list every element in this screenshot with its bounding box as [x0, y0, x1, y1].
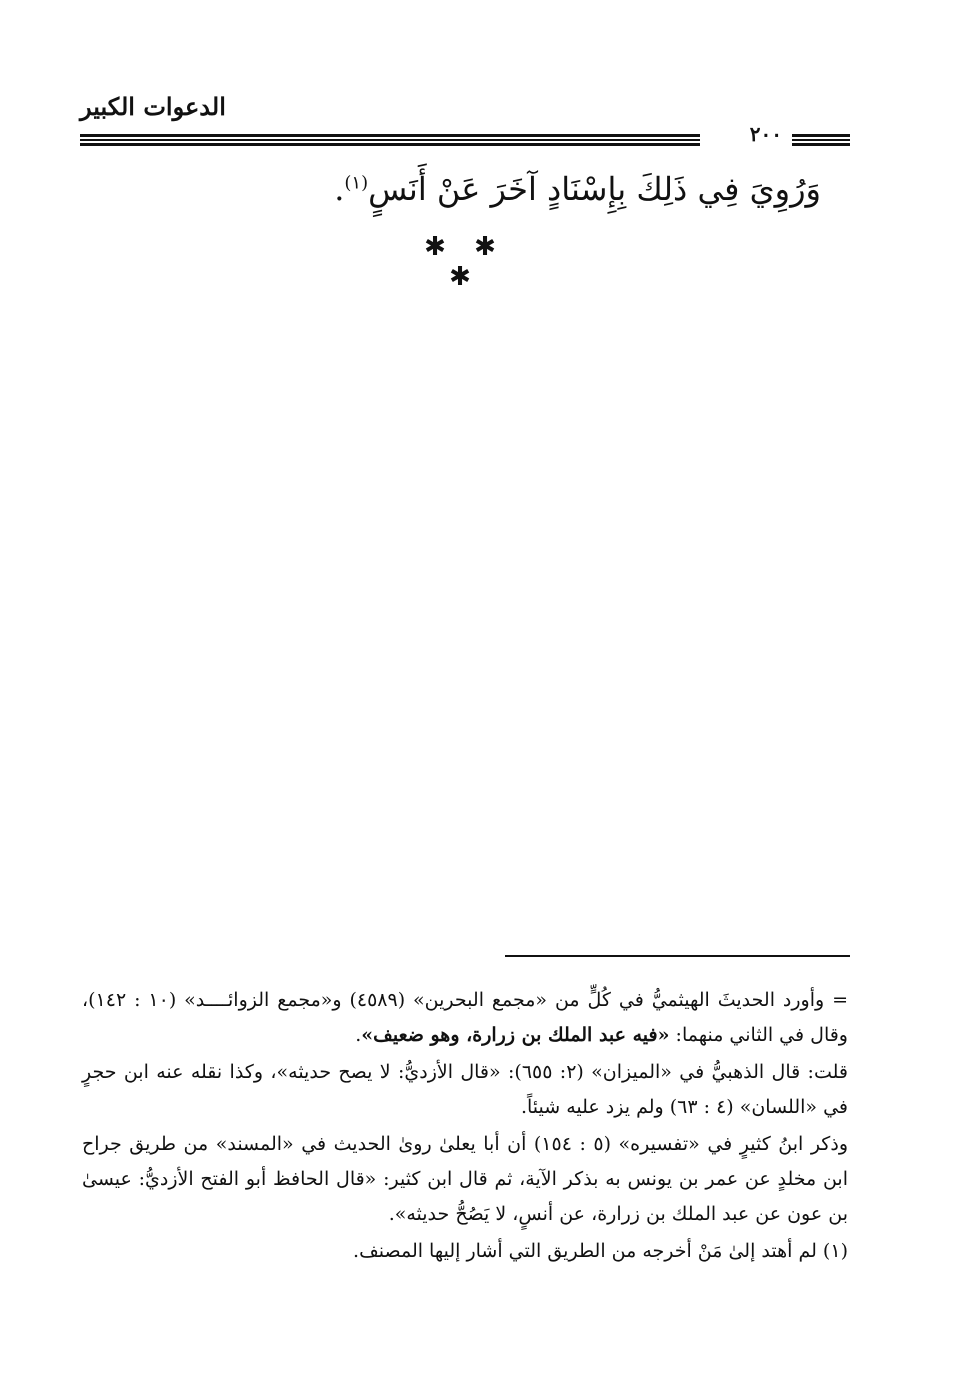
page-number: ٢٠٠	[749, 122, 782, 146]
footnote-quote-bold: «فيه عبد الملك بن زرارة، وهو ضعيف»	[361, 1024, 670, 1046]
main-text-body: وَرُوِيَ فِي ذَلِكَ بِإِسْنَادٍ آخَرَ عَنْ أَنَسٍ	[368, 170, 821, 208]
section-separator: ✱ ✱ ✱	[424, 232, 506, 292]
book-title: الدعوات الكبير	[80, 92, 226, 121]
footnote-1: (١) لم أهتد إلىٰ مَنْ أخرجه من الطريق التي أشار إليها المصنف.	[353, 1240, 848, 1262]
main-text	[334, 170, 821, 208]
footnote-text-end: .	[355, 1024, 362, 1046]
footnote-paragraph: وذكر ابنُ كثيرٍ في «تفسيره» (٥ : ١٥٤) أن أبا يعلىٰ روىٰ الحديث في «المسند» من طريق جراح ابن مخلدٍ عن عمر بن يونس به بذكر الآية، ثم قال ابن كثير: «قال الحافظ أبو الفتح الأزديُّ: عيسىٰ بن عون عن عبد الملك بن زرارة، عن أنسٍ، لا يَصُحُّ حديثه».	[82, 1133, 848, 1225]
footnote-separator	[505, 955, 850, 957]
footnote-text: = وأورد الحديثَ الهيثميُّ في كُلٍّ من «مجمع البحرين» (٤٥٨٩) و«مجمع الزوائــــد» (١٠ : ١٤٢)، وقال في الثاني منهما:	[82, 989, 848, 1046]
footnote-reference: (١)	[344, 172, 369, 194]
header-rule-short	[792, 134, 850, 148]
main-text-end: .	[334, 170, 345, 208]
header-rule	[80, 134, 700, 148]
footnote-paragraph: قلت: قال الذهبيُّ في «الميزان» (٢: ٦٥٥): «قال الأزديُّ: لا يصح حديثه»، وكذا نقله عنه ابن حجرٍ في «اللسان» (٤ : ٦٣) ولم يزد عليه شيئاً.	[82, 1061, 848, 1118]
footnote-paragraph	[82, 983, 848, 1053]
page-header	[80, 92, 850, 152]
footnotes	[82, 983, 848, 1271]
